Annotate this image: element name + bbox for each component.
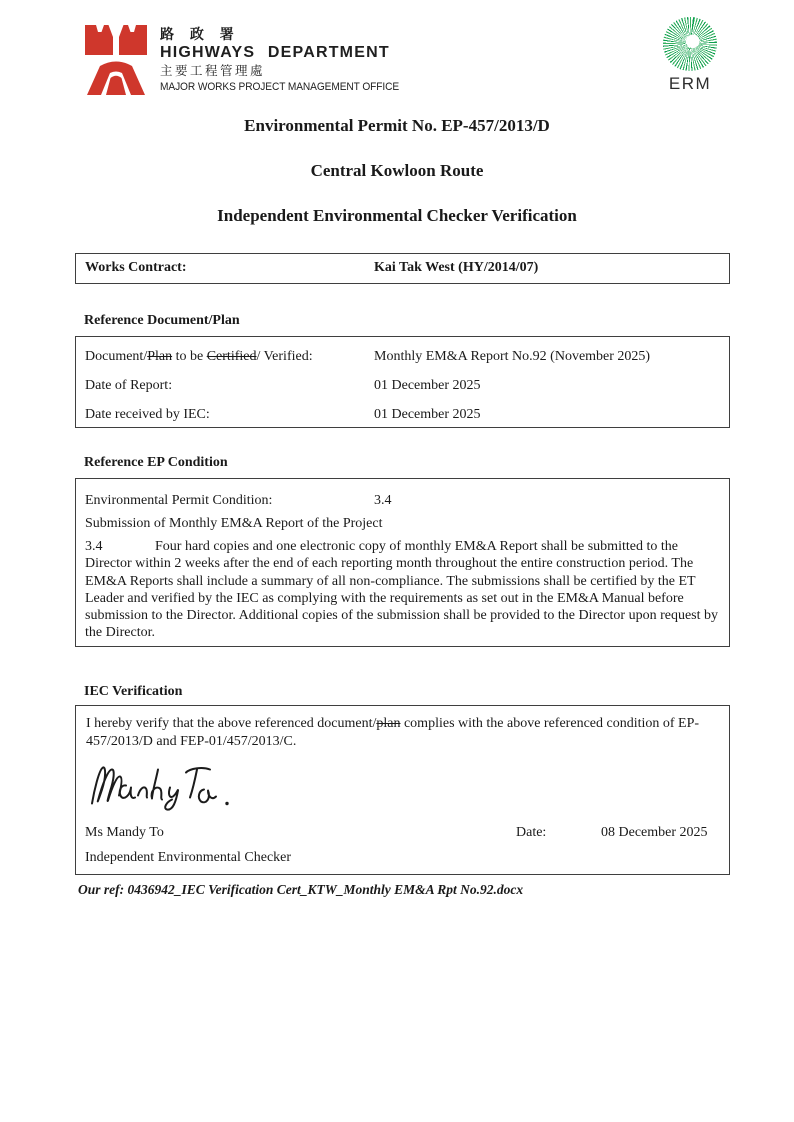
works-contract-label: Works Contract: xyxy=(85,260,187,275)
reference-document-box xyxy=(75,336,730,428)
signer-name: Ms Mandy To xyxy=(85,825,164,840)
ep-clause-paragraph xyxy=(85,538,722,642)
works-contract-box xyxy=(75,253,730,284)
works-contract-value: Kai Tak West (HY/2014/07) xyxy=(374,260,539,275)
ep-condition-subject: Submission of Monthly EM&A Report of the Project xyxy=(85,516,383,531)
dept-name-zh: 路 政 署 xyxy=(160,26,240,42)
section-heading-ep-condition: Reference EP Condition xyxy=(84,455,228,470)
ep-condition-label: Environmental Permit Condition: xyxy=(85,493,273,508)
ep-condition-box xyxy=(75,478,730,647)
iec-verification-box xyxy=(75,705,730,875)
date-of-report-row xyxy=(76,371,729,400)
signature-image xyxy=(86,756,246,814)
title-verification: Independent Environmental Checker Verification xyxy=(217,206,577,225)
ep-condition-value: 3.4 xyxy=(374,493,392,508)
section-heading-reference-document: Reference Document/Plan xyxy=(84,313,240,328)
ep-clause-number: 3.4 xyxy=(85,539,103,554)
date-of-report-label: Date of Report: xyxy=(85,378,173,393)
document-verified-row xyxy=(76,342,729,371)
title-project-name: Central Kowloon Route xyxy=(310,161,484,180)
iec-statement: I hereby verify that the above referenced document/plan complies with the above referenced condition of EP-457/2013/D and FEP-01/457/2013/C. xyxy=(86,716,700,749)
date-received-label: Date received by IEC: xyxy=(85,407,210,422)
works-contract-row xyxy=(76,254,729,282)
title-permit-no: Environmental Permit No. EP-457/2013/D xyxy=(244,116,550,135)
date-received-value: 01 December 2025 xyxy=(374,407,481,422)
erm-starburst-icon xyxy=(663,17,717,71)
highways-department-logo-icon xyxy=(85,25,147,95)
ep-condition-row xyxy=(76,486,729,515)
office-name-en: MAJOR WORKS PROJECT MANAGEMENT OFFICE xyxy=(160,81,400,93)
date-value: 08 December 2025 xyxy=(601,825,708,840)
date-label: Date: xyxy=(516,825,547,840)
signer-title: Independent Environmental Checker xyxy=(85,850,292,865)
struck-word-plan: Plan xyxy=(147,349,173,364)
document-verified-label: Document/Plan to be Certified/ Verified: xyxy=(85,349,313,364)
document-verified-value: Monthly EM&A Report No.92 (November 2025) xyxy=(374,349,651,364)
date-of-report-value: 01 December 2025 xyxy=(374,378,481,393)
date-received-row xyxy=(76,400,729,429)
office-name-zh: 主要工程管理處 xyxy=(160,64,266,78)
dept-name-en: HIGHWAYS DEPARTMENT xyxy=(160,44,390,61)
section-heading-iec-verification: IEC Verification xyxy=(84,684,183,699)
erm-logo-text: ERM xyxy=(668,74,712,93)
our-ref-line: Our ref: 0436942_IEC Verification Cert_KTW_Monthly EM&A Rpt No.92.docx xyxy=(78,882,524,897)
struck-word-plan-2: plan xyxy=(376,716,401,731)
erm-logo xyxy=(650,17,730,94)
header-department-text xyxy=(160,26,409,94)
ep-clause-text: Four hard copies and one electronic copy of monthly EM&A Report shall be submitted to the Director within 2 weeks after the end of each reporting month throughout the entire construction period. The EM&A Reports shall include a summary of all non-compliance. The submissions shall be certified by the ET Leader and verified by the IEC as complying with the requirements as set out in the EM&A Manual before submission to the Director. Additional copies of the submission shall be provided to the Director upon request by the Director. xyxy=(85,539,719,641)
struck-word-certified: Certified xyxy=(206,349,257,364)
